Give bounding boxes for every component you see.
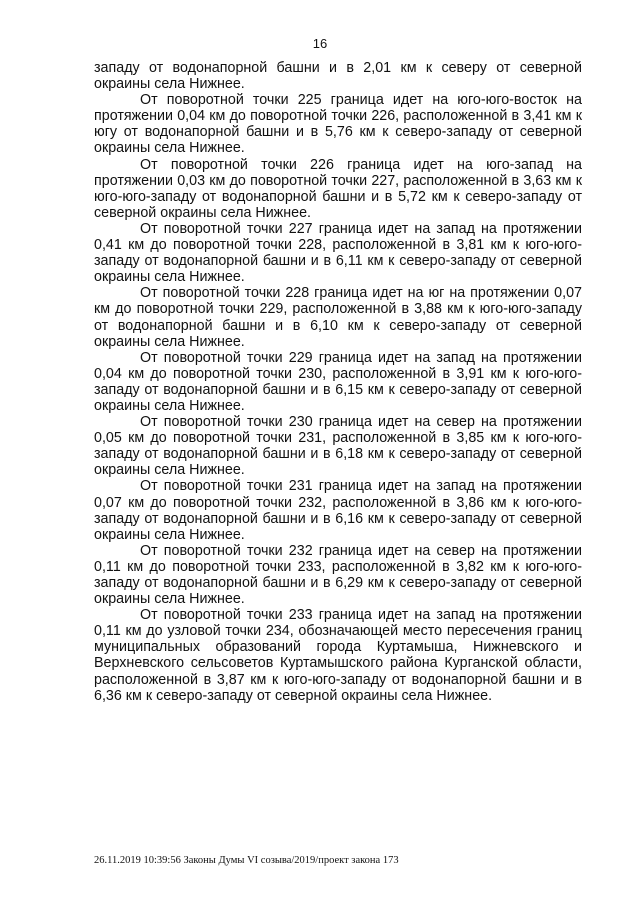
paragraph-point-232: От поворотной точки 232 граница идет на север на протяжении 0,11 км до поворотной точки 233, расположенной в 3,82 км к юго-юго-западу от водонапорной башни и в 6,29 км к северо-западу от северной окраины села Нижнее. (94, 542, 582, 608)
document-body (94, 60, 582, 704)
paragraph-point-226: От поворотной точки 226 граница идет на юго-запад на протяжении 0,03 км до поворотной точки 227, расположенной в 3,63 км к юго-юго-западу от водонапорной башни и в 5,72 км к северо-западу от северной окраины села Нижнее. (94, 156, 582, 221)
paragraph-point-233: От поворотной точки 233 граница идет на запад на протяжении 0,11 км до узловой точки 234, обозначающей место пересечения границ муниципальных образований города Куртамыша, Нижневского и Верхневского сельсоветов Куртамышского района Курганской области, расположенной в 3,87 км к юго-юго-западу от водонапорной башни и в 6,36 км к северо-западу от северной окраины села Нижнее. (94, 607, 582, 704)
paragraph-point-227: От поворотной точки 227 граница идет на запад на протяжении 0,41 км до поворотной точки 228, расположенной в 3,81 км к юго-юго-западу от водонапорной башни и в 6,11 км к северо-западу от северной окраины села Нижнее. (94, 220, 582, 286)
paragraph-point-230: От поворотной точки 230 граница идет на север на протяжении 0,05 км до поворотной точки 231, расположенной в 3,85 км к юго-юго-западу от водонапорной башни и в 6,18 км к северо-западу от северной окраины села Нижнее. (94, 414, 582, 479)
paragraph-continuation: западу от водонапорной башни и в 2,01 км к северу от северной окраины села Нижнее. (94, 60, 582, 93)
paragraph-point-225: От поворотной точки 225 граница идет на юго-юго-восток на протяжении 0,04 км до поворотной точки 226, расположенной в 3,41 км к югу от водонапорной башни и в 5,76 км к северо-западу от северной окраины села Нижнее. (94, 92, 582, 157)
page-number: 16 (312, 36, 328, 51)
paragraph-point-228: От поворотной точки 228 граница идет на юг на протяжении 0,07 км до поворотной точки 229, расположенной в 3,88 км к юго-юго-западу от водонапорной башни и в 6,10 км к северо-западу от северной окраины села Нижнее. (94, 285, 582, 350)
paragraph-point-229: От поворотной точки 229 граница идет на запад на протяжении 0,04 км до поворотной точки 230, расположенной в 3,91 км к юго-юго-западу от водонапорной башни и в 6,15 км к северо-западу от северной окраины села Нижнее. (94, 349, 582, 414)
document-footer: 26.11.2019 10:39:56 Законы Думы VI созыва/2019/проект закона 173 (94, 855, 399, 866)
paragraph-point-231: От поворотной точки 231 граница идет на запад на протяжении 0,07 км до поворотной точки 232, расположенной в 3,86 км к юго-юго-западу от водонапорной башни и в 6,16 км к северо-западу от северной окраины села Нижнее. (94, 478, 582, 543)
